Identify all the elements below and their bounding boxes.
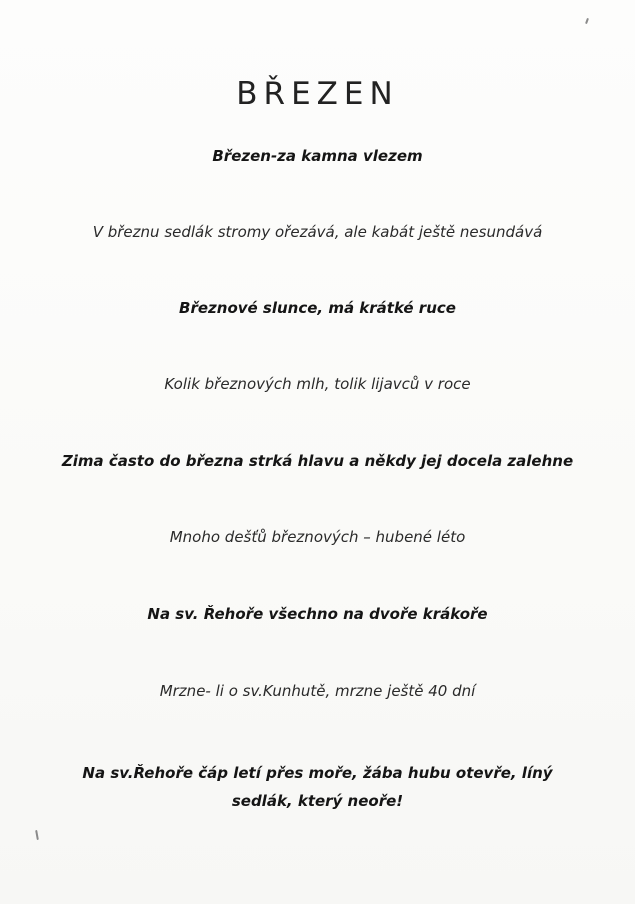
page-title: BŘEZEN xyxy=(236,76,399,112)
proverb-line: Na sv.Řehoře čáp letí přes moře, žába hubu otevře, líný sedlák, který neoře! xyxy=(82,764,553,810)
proverb-line: Na sv. Řehoře všechno na dvoře krákoře xyxy=(147,605,488,623)
proverb-line: V březnu sedlák stromy ořezává, ale kabát ještě nesundává xyxy=(92,223,543,241)
proverb-line: Březnové slunce, má krátké ruce xyxy=(179,299,456,317)
proverb-line: Březen-za kamna vlezem xyxy=(212,147,423,165)
proverb-line: Kolik březnových mlh, tolik lijavců v roce xyxy=(164,375,471,393)
scan-speck xyxy=(35,830,39,840)
proverb-line: Zima často do března strká hlavu a někdy jej docela zalehne xyxy=(61,452,574,470)
proverb-line: Mnoho dešťů březnových – hubené léto xyxy=(169,528,466,546)
scan-speck xyxy=(585,18,589,24)
proverb-line: Mrzne- li o sv.Kunhutě, mrzne ještě 40 dní xyxy=(159,682,476,700)
